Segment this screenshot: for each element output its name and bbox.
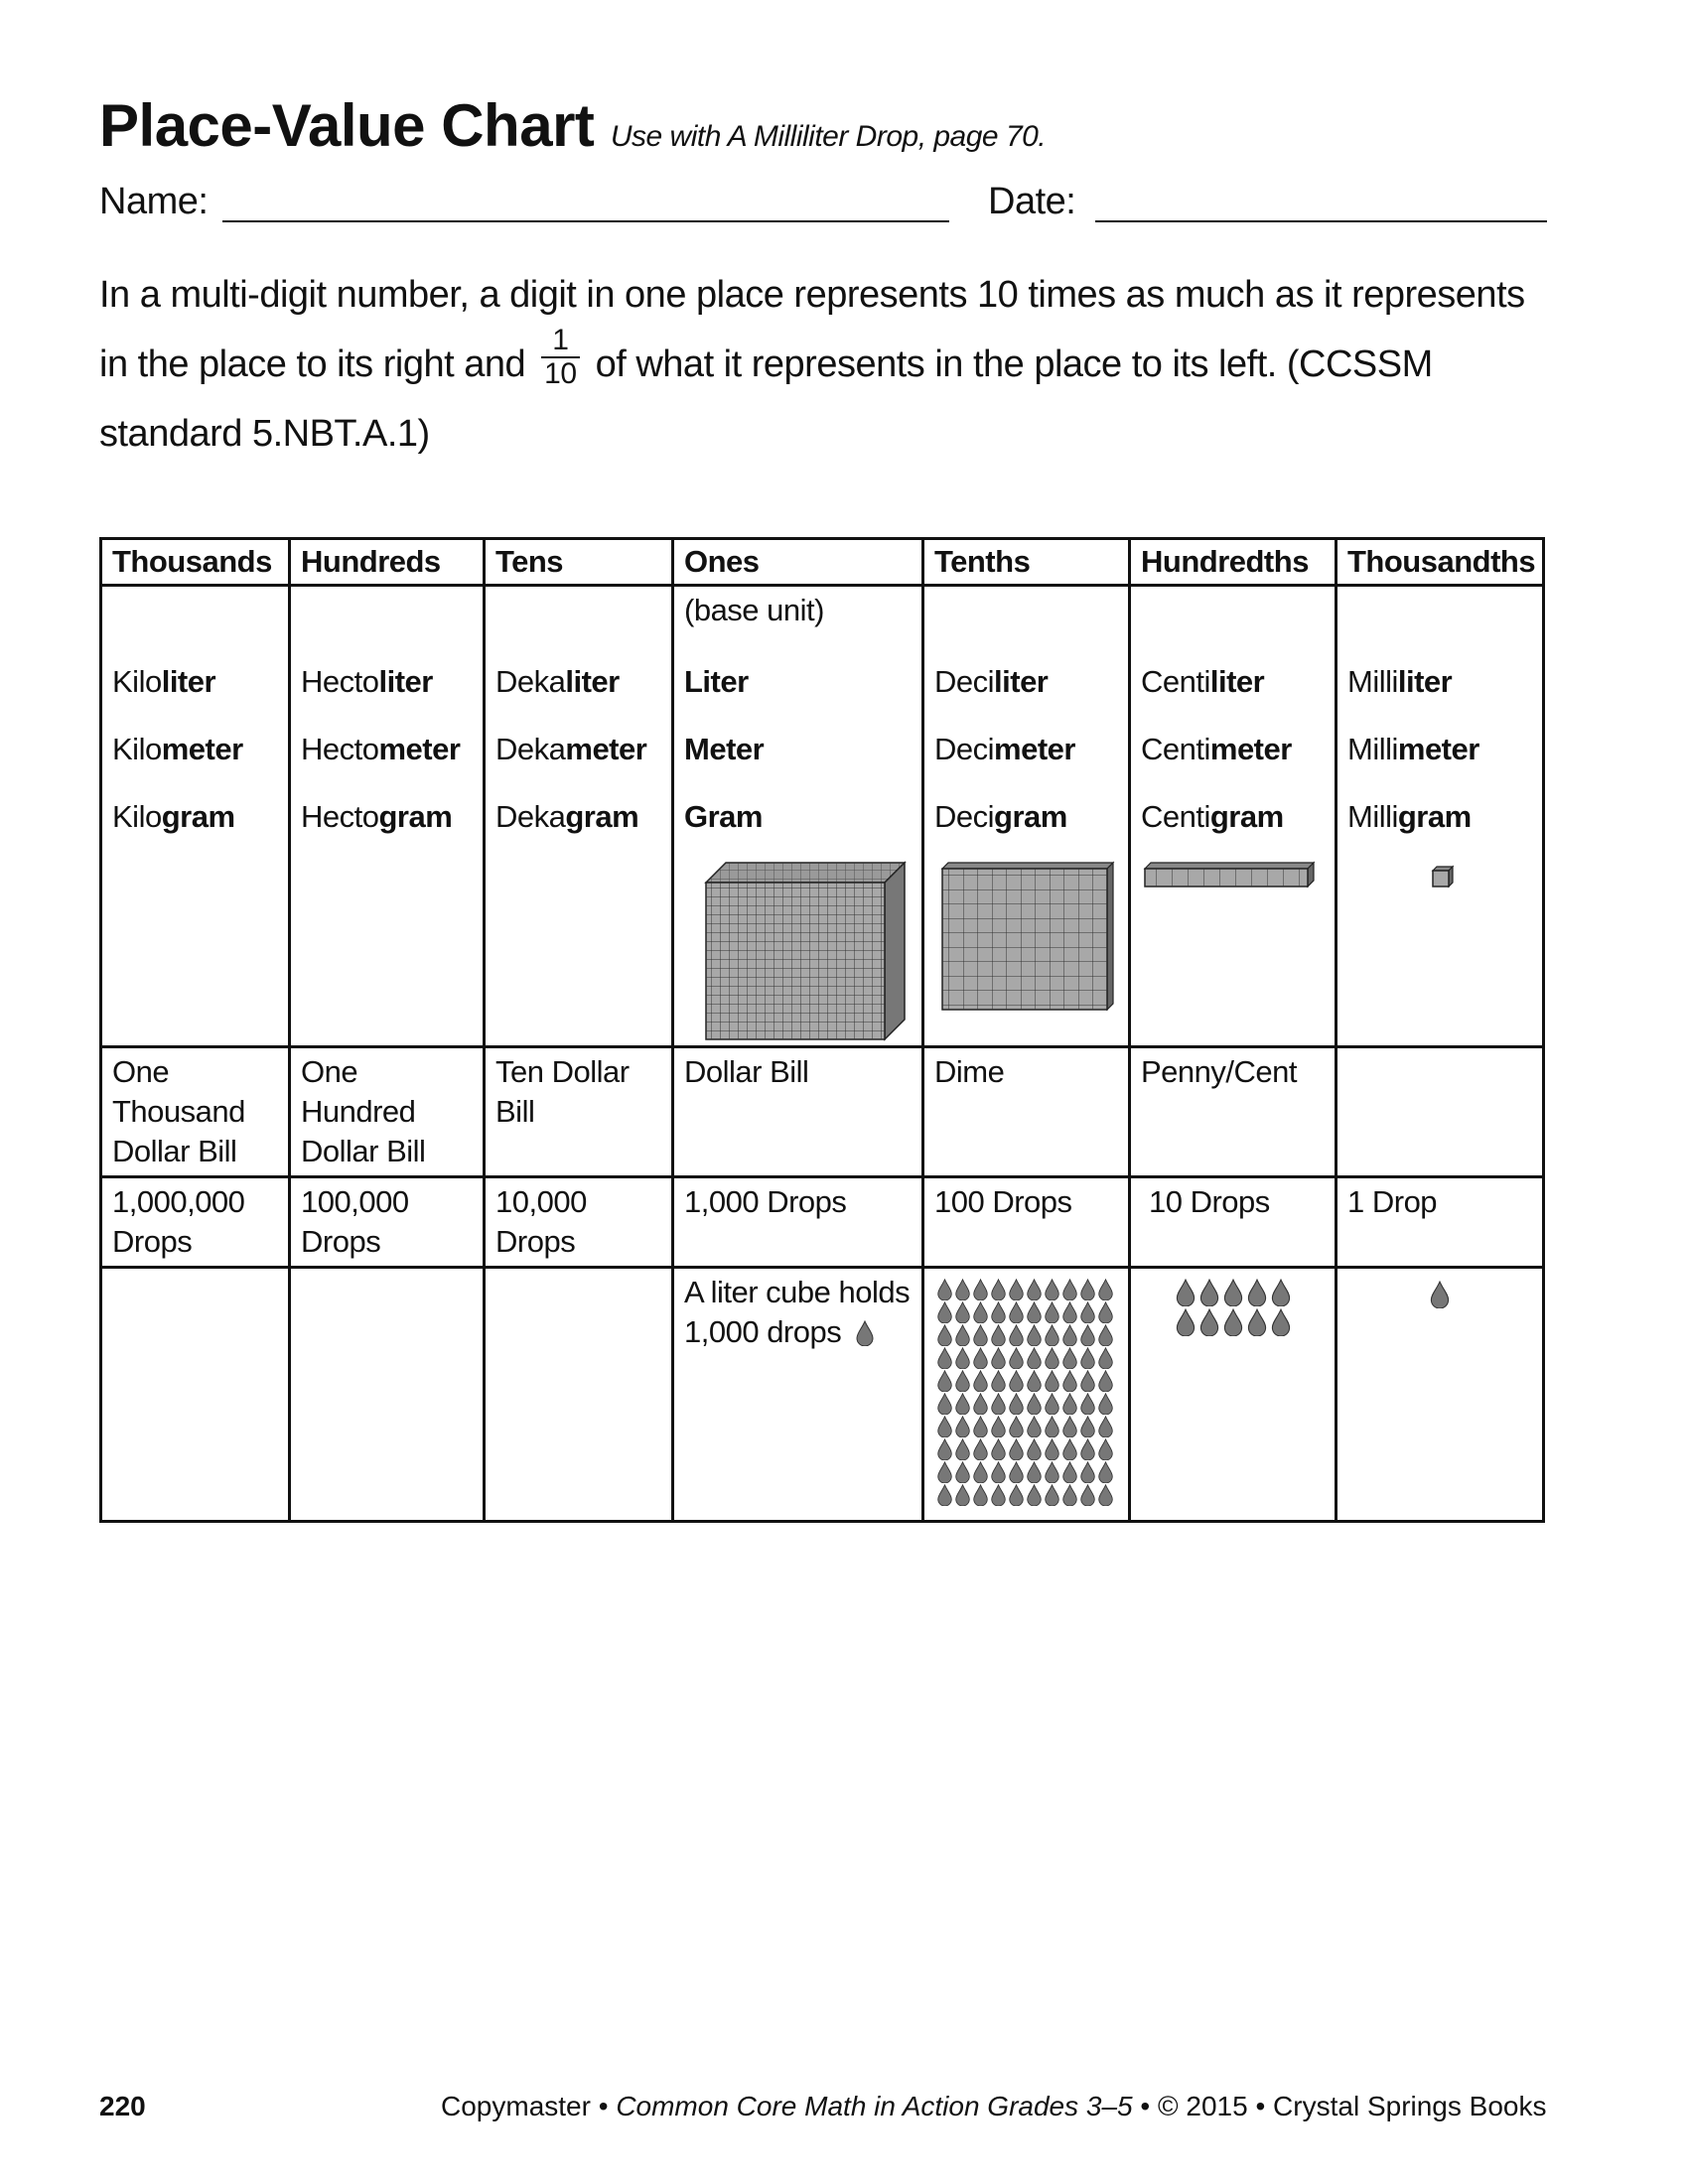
unit-base: liter (565, 664, 620, 699)
drop-icon (1026, 1438, 1043, 1460)
unit-centiliter (1141, 648, 1325, 716)
unit-base: meter (1209, 732, 1292, 766)
header-row (101, 539, 1544, 586)
drop-icon (1097, 1370, 1114, 1392)
drop-icon (1097, 1416, 1114, 1437)
drop-icon (1008, 1438, 1025, 1460)
drop-icon (1008, 1301, 1025, 1323)
hundredths-drops-cell (1130, 1268, 1336, 1522)
drop-icon (1061, 1393, 1078, 1415)
unit-kilometer (112, 716, 278, 783)
unit-base: meter (161, 732, 243, 766)
drop-icon (954, 1438, 971, 1460)
prefix: Deka (495, 664, 566, 699)
unit-dekaliter (495, 648, 661, 716)
unit-hectometer (301, 716, 473, 783)
money-cell: Dime (923, 1047, 1130, 1177)
drop-icon (1429, 1281, 1451, 1308)
drop-icon (1079, 1347, 1096, 1369)
drop-icon (1008, 1279, 1025, 1300)
ten-rod-image (1141, 861, 1322, 888)
unit-decigram (934, 783, 1118, 851)
money-cell: One Hundred Dollar Bill (290, 1047, 485, 1177)
unit-base: gram (1209, 799, 1284, 834)
prefix: Hecto (301, 664, 379, 699)
drop-icon (1175, 1308, 1196, 1336)
drop-icon (1246, 1279, 1268, 1306)
prefix: Kilo (112, 799, 162, 834)
drop-icon (1079, 1370, 1096, 1392)
units-cell-hundreds (290, 586, 485, 1047)
empty-cell (101, 1268, 290, 1522)
drop-icon (1008, 1370, 1025, 1392)
drop-icon (1008, 1461, 1025, 1483)
fraction-numerator: 1 (541, 325, 579, 358)
drop-icon (1026, 1370, 1043, 1392)
drop-icon (1026, 1484, 1043, 1506)
drops-cell: 1 Drop (1336, 1177, 1544, 1268)
drop-icon (1008, 1324, 1025, 1346)
unit-base: liter (378, 664, 433, 699)
drop-icon (936, 1416, 953, 1437)
drop-icon (972, 1347, 989, 1369)
drop-icon (936, 1370, 953, 1392)
drop-icon (954, 1461, 971, 1483)
drop-icon (936, 1301, 953, 1323)
drop-icon (1044, 1347, 1060, 1369)
drop-icon (1026, 1393, 1043, 1415)
prefix: Milli (1347, 732, 1398, 766)
drop-icon (954, 1301, 971, 1323)
drop-icon (990, 1484, 1007, 1506)
drop-icon (972, 1324, 989, 1346)
unit-base: gram (565, 799, 639, 834)
drop-icon (936, 1484, 953, 1506)
drop-icon (1079, 1416, 1096, 1437)
unit-base: gram (1397, 799, 1472, 834)
drop-icon (972, 1438, 989, 1460)
units-cell-thousands (101, 586, 290, 1047)
unit-kiloliter (112, 648, 278, 716)
drop-icon (1097, 1279, 1114, 1300)
prefix: Kilo (112, 664, 162, 699)
drop-icon (972, 1370, 989, 1392)
drop-icon (1008, 1393, 1025, 1415)
unit-milligram (1347, 783, 1532, 851)
unit-base: liter (161, 664, 216, 699)
prefix: Centi (1141, 664, 1210, 699)
date-label: Date: (988, 181, 1076, 222)
drop-icon (1044, 1301, 1060, 1323)
prefix: Deci (934, 664, 995, 699)
drop-icon (1079, 1279, 1096, 1300)
drop-icon (1044, 1324, 1060, 1346)
prefix: Kilo (112, 732, 162, 766)
unit-dekagram (495, 783, 661, 851)
units-cell-ones (673, 586, 923, 1047)
drop-icon (954, 1279, 971, 1300)
footer-book-title: Common Core Math in Action Grades 3–5 (616, 2091, 1133, 2121)
footer-rest: • © 2015 • Crystal Springs Books (1140, 2091, 1547, 2121)
prefix: Deci (934, 799, 995, 834)
unit-dekameter (495, 716, 661, 783)
prefix: Deka (495, 732, 566, 766)
drop-icon (1026, 1347, 1043, 1369)
drop-icon (1061, 1370, 1078, 1392)
unit-gram (684, 783, 912, 851)
drop-icon (1079, 1461, 1096, 1483)
drop-icon (1044, 1370, 1060, 1392)
drop-icon (954, 1370, 971, 1392)
liter-cube-note: A liter cube holds 1,000 drops (684, 1275, 911, 1349)
header-cell: Thousandths (1336, 539, 1544, 586)
drop-icon (1061, 1347, 1078, 1369)
thousand-cube-image (684, 861, 914, 1041)
drop-icon (972, 1393, 989, 1415)
drop-icon (855, 1320, 875, 1346)
unit-base: meter (1397, 732, 1479, 766)
drop-icon (990, 1393, 1007, 1415)
drop-icon (990, 1301, 1007, 1323)
drop-icon (972, 1279, 989, 1300)
prefix: Deka (495, 799, 566, 834)
page-subtitle: Use with A Milliliter Drop, page 70. (610, 120, 1047, 153)
unit-base: liter (1209, 664, 1265, 699)
prefix: Hecto (301, 732, 379, 766)
drop-icon (1061, 1416, 1078, 1437)
drop-icon (1044, 1461, 1060, 1483)
drop-icon (936, 1393, 953, 1415)
drops-cell: 10 Drops (1130, 1177, 1336, 1268)
drop-icon (1008, 1416, 1025, 1437)
page-number: 220 (99, 2091, 146, 2121)
drop-icon (990, 1347, 1007, 1369)
unit-centigram (1141, 783, 1325, 851)
drop-icon (1061, 1279, 1078, 1300)
drop-icon (1061, 1484, 1078, 1506)
drop-icon (1061, 1438, 1078, 1460)
drop-icon (1079, 1301, 1096, 1323)
drop-icon (1079, 1484, 1096, 1506)
drop-icon (990, 1461, 1007, 1483)
header-cell: Tenths (923, 539, 1130, 586)
unit-deciliter (934, 648, 1118, 716)
prefix: Centi (1141, 799, 1210, 834)
empty-cell (485, 1268, 673, 1522)
header-cell: Thousands (101, 539, 290, 586)
unit-base: gram (378, 799, 453, 834)
intro-text-1: In a multi-digit number, a digit in one place represents 10 times as much as it represents in the place to its right and (99, 274, 1525, 385)
drop-icon (990, 1279, 1007, 1300)
drop-icon (1270, 1308, 1292, 1336)
drops-cell: 1,000 Drops (673, 1177, 923, 1268)
header-cell: Hundredths (1130, 539, 1336, 586)
name-label: Name: (99, 181, 209, 222)
liter-cube-note-cell (673, 1268, 923, 1522)
unit-base: Meter (684, 732, 765, 766)
unit-cube-image (1347, 861, 1528, 890)
drops-grid-1 (1429, 1281, 1532, 1308)
place-value-table (99, 537, 1545, 1523)
drop-icon (1198, 1308, 1220, 1336)
footer-credit (441, 2091, 1546, 2122)
drop-icon (1026, 1279, 1043, 1300)
drop-icon (936, 1438, 953, 1460)
drop-icon (1222, 1308, 1244, 1336)
drop-icon (936, 1279, 953, 1300)
units-cell-hundredths (1130, 586, 1336, 1047)
money-row (101, 1047, 1544, 1177)
thousandths-drops-cell (1336, 1268, 1544, 1522)
drop-icon (990, 1438, 1007, 1460)
footer-copymaster: Copymaster • (441, 2091, 609, 2121)
drop-icon (1044, 1484, 1060, 1506)
fraction-denominator: 10 (544, 356, 577, 390)
name-field[interactable] (222, 220, 949, 222)
unit-base: liter (1397, 664, 1453, 699)
header-cell: Hundreds (290, 539, 485, 586)
empty-cell (290, 1268, 485, 1522)
header-cell: Tens (485, 539, 673, 586)
drop-images-row (101, 1268, 1544, 1522)
drops-cell: 100 Drops (923, 1177, 1130, 1268)
money-cell: Dollar Bill (673, 1047, 923, 1177)
drop-icon (954, 1416, 971, 1437)
money-cell: Ten Dollar Bill (485, 1047, 673, 1177)
drop-icon (936, 1324, 953, 1346)
unit-base: Gram (684, 799, 763, 834)
drops-cell: 1,000,000 Drops (101, 1177, 290, 1268)
intro-paragraph (99, 260, 1549, 469)
drop-icon (1044, 1279, 1060, 1300)
unit-decimeter (934, 716, 1118, 783)
tenths-drops-cell (923, 1268, 1130, 1522)
prefix: Deci (934, 732, 995, 766)
unit-base: gram (994, 799, 1067, 834)
unit-base: gram (161, 799, 235, 834)
page-title: Place-Value Chart (99, 92, 595, 159)
unit-hectogram (301, 783, 473, 851)
drop-icon (1175, 1279, 1196, 1306)
drop-icon (990, 1324, 1007, 1346)
drop-icon (972, 1416, 989, 1437)
drop-icon (1246, 1308, 1268, 1336)
unit-kilogram (112, 783, 278, 851)
units-cell-thousandths (1336, 586, 1544, 1047)
drop-icon (954, 1347, 971, 1369)
drop-icon (1026, 1324, 1043, 1346)
drop-icon (954, 1324, 971, 1346)
drop-icon (972, 1301, 989, 1323)
drop-icon (1222, 1279, 1244, 1306)
drop-icon (954, 1484, 971, 1506)
drop-icon (1008, 1484, 1025, 1506)
drop-icon (1097, 1324, 1114, 1346)
units-row (101, 586, 1544, 1047)
units-cell-tens (485, 586, 673, 1047)
unit-millimeter (1347, 716, 1532, 783)
unit-base: meter (565, 732, 647, 766)
fraction-one-tenth (541, 325, 579, 390)
money-cell (1336, 1047, 1544, 1177)
drop-icon (936, 1461, 953, 1483)
unit-base: meter (994, 732, 1075, 766)
money-cell: Penny/Cent (1130, 1047, 1336, 1177)
drop-icon (1026, 1301, 1043, 1323)
unit-base: meter (378, 732, 461, 766)
prefix: Hecto (301, 799, 379, 834)
drop-icon (1044, 1416, 1060, 1437)
drop-icon (1061, 1301, 1078, 1323)
drop-icon (1026, 1416, 1043, 1437)
drop-icon (1061, 1324, 1078, 1346)
drop-icon (1097, 1484, 1114, 1506)
unit-hectoliter (301, 648, 473, 716)
drop-icon (1097, 1438, 1114, 1460)
base-unit-note: (base unit) (684, 593, 824, 627)
drop-icon (1061, 1461, 1078, 1483)
drop-icon (1270, 1279, 1292, 1306)
drops-grid-100 (936, 1279, 1118, 1506)
drop-icon (1044, 1393, 1060, 1415)
drop-icon (1079, 1438, 1096, 1460)
unit-base: Liter (684, 664, 749, 699)
drop-icon (936, 1347, 953, 1369)
drop-icon (1198, 1279, 1220, 1306)
drop-icon (990, 1416, 1007, 1437)
drops-row (101, 1177, 1544, 1268)
drop-icon (1079, 1393, 1096, 1415)
prefix: Milli (1347, 799, 1398, 834)
unit-liter (684, 648, 912, 716)
drop-icon (954, 1393, 971, 1415)
money-cell: One Thousand Dollar Bill (101, 1047, 290, 1177)
drops-cell: 10,000 Drops (485, 1177, 673, 1268)
unit-base: liter (994, 664, 1049, 699)
title-row (99, 91, 1046, 160)
drop-icon (1097, 1393, 1114, 1415)
drop-icon (1044, 1438, 1060, 1460)
drop-icon (1079, 1324, 1096, 1346)
drops-grid-10 (1175, 1279, 1325, 1336)
drop-icon (1097, 1301, 1114, 1323)
unit-meter (684, 716, 912, 783)
hundred-flat-image (934, 861, 1115, 1012)
drops-cell: 100,000 Drops (290, 1177, 485, 1268)
drop-icon (972, 1484, 989, 1506)
units-cell-tenths (923, 586, 1130, 1047)
prefix: Milli (1347, 664, 1398, 699)
drop-icon (1097, 1347, 1114, 1369)
drop-icon (1026, 1461, 1043, 1483)
header-cell: Ones (673, 539, 923, 586)
drop-icon (1008, 1347, 1025, 1369)
drop-icon (972, 1461, 989, 1483)
unit-milliliter (1347, 648, 1532, 716)
drop-icon (1097, 1461, 1114, 1483)
date-field[interactable] (1095, 220, 1547, 222)
prefix: Centi (1141, 732, 1210, 766)
drop-icon (990, 1370, 1007, 1392)
intro-text-2: of what it represents in the place to its left. (CCSSM standard 5.NBT.A.1) (99, 343, 1433, 455)
unit-centimeter (1141, 716, 1325, 783)
